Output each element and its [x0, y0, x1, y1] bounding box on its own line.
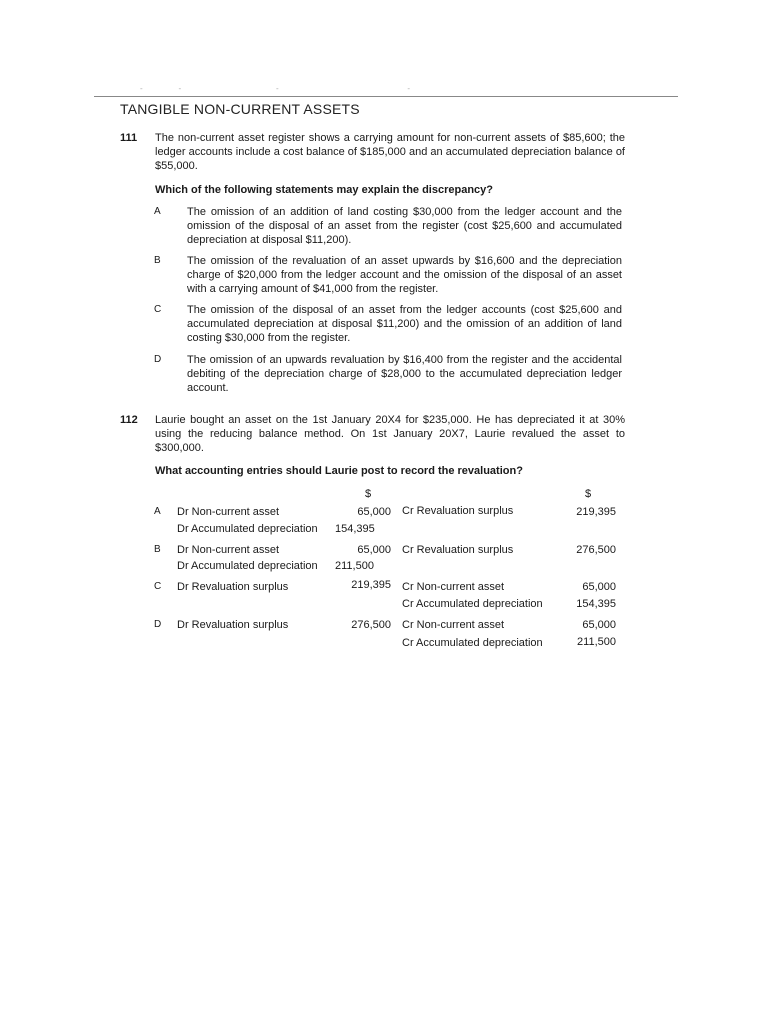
credit-amount: 65,000	[582, 619, 616, 631]
question-text: Laurie bought an asset on the 1st January 20X4 for $235,000. He has depreciated it at 30% using the reducing balance method. On 1st January 20X7, Laurie revalued the asset to $300,000.	[155, 414, 625, 454]
debit-amount: 211,500	[335, 560, 374, 572]
debit-entry: Dr Non-current asset	[177, 544, 280, 556]
credit-amount: 154,395	[576, 598, 616, 610]
debit-entry: Dr Revaluation surplus	[177, 619, 289, 631]
option-letter: B	[154, 544, 161, 555]
credit-entry: Cr Accumulated depreciation	[402, 637, 543, 649]
debit-amount: 65,000	[357, 506, 391, 518]
credit-entry: Cr Non-current asset	[402, 619, 505, 631]
section-title: TANGIBLE NON-CURRENT ASSETS	[120, 101, 360, 117]
credit-entry: Cr Revaluation surplus	[402, 505, 514, 517]
question-112	[120, 413, 625, 455]
debit-entry: Dr Accumulated depreciation	[177, 523, 318, 535]
option-a	[154, 205, 622, 247]
option-b	[154, 254, 622, 296]
debit-amount: 65,000	[357, 544, 391, 556]
question-prompt: What accounting entries should Laurie post to record the revaluation?	[155, 465, 523, 477]
question-number: 112	[120, 414, 138, 426]
option-c	[154, 303, 622, 345]
option-text: The omission of an addition of land costing $30,000 from the ledger account and the omission of the disposal of an asset from the register (cost $25,600 and accumulated depreciation at disposal $11,200).	[187, 206, 622, 246]
question-prompt: Which of the following statements may explain the discrepancy?	[155, 184, 494, 196]
credit-amount: 65,000	[582, 581, 616, 593]
option-text: The omission of an upwards revaluation by $16,400 from the register and the accidental debiting of the depreciation charge of $28,000 to the accumulated depreciation ledger account.	[187, 354, 622, 394]
option-letter: D	[154, 619, 162, 630]
question-111	[120, 131, 625, 173]
debit-entry: Dr Non-current asset	[177, 506, 280, 518]
currency-header-right: $	[585, 488, 592, 500]
credit-entry: Cr Revaluation surplus	[402, 544, 514, 556]
credit-entry: Cr Non-current asset	[402, 581, 505, 593]
option-letter: B	[154, 255, 161, 266]
option-letter: A	[154, 206, 161, 217]
option-text: The omission of the revaluation of an asset upwards by $16,600 and the depreciation charge of $20,000 from the ledger account and the omission of the disposal of an asset with a carrying amount of $41,000 from the register.	[187, 255, 622, 295]
debit-amount: 276,500	[351, 619, 391, 631]
credit-entry: Cr Accumulated depreciation	[402, 598, 543, 610]
option-letter: C	[154, 304, 162, 315]
option-text: The omission of the disposal of an asset from the ledger accounts (cost $25,600 and accumulated depreciation at disposal $11,200) and the omission of an addition of land costing $30,000 from the register.	[187, 304, 622, 344]
scan-artifacts: - - - -	[140, 84, 413, 93]
credit-amount: 276,500	[576, 544, 616, 556]
credit-amount: 211,500	[577, 636, 616, 648]
question-text: The non-current asset register shows a carrying amount for non-current assets of $85,600; the ledger accounts include a cost balance of $185,000 and an accumulated depreciation balance of $55,000.	[155, 132, 625, 172]
option-letter: D	[154, 354, 162, 365]
option-letter: A	[154, 506, 161, 517]
debit-amount: 154,395	[335, 523, 375, 535]
debit-amount: 219,395	[351, 579, 391, 591]
option-d	[154, 353, 622, 395]
currency-header-left: $	[365, 488, 372, 500]
header-rule	[94, 96, 678, 97]
option-letter: C	[154, 581, 162, 592]
debit-entry: Dr Accumulated depreciation	[177, 560, 318, 572]
debit-entry: Dr Revaluation surplus	[177, 581, 289, 593]
credit-amount: 219,395	[576, 506, 616, 518]
question-number: 111	[120, 132, 138, 144]
